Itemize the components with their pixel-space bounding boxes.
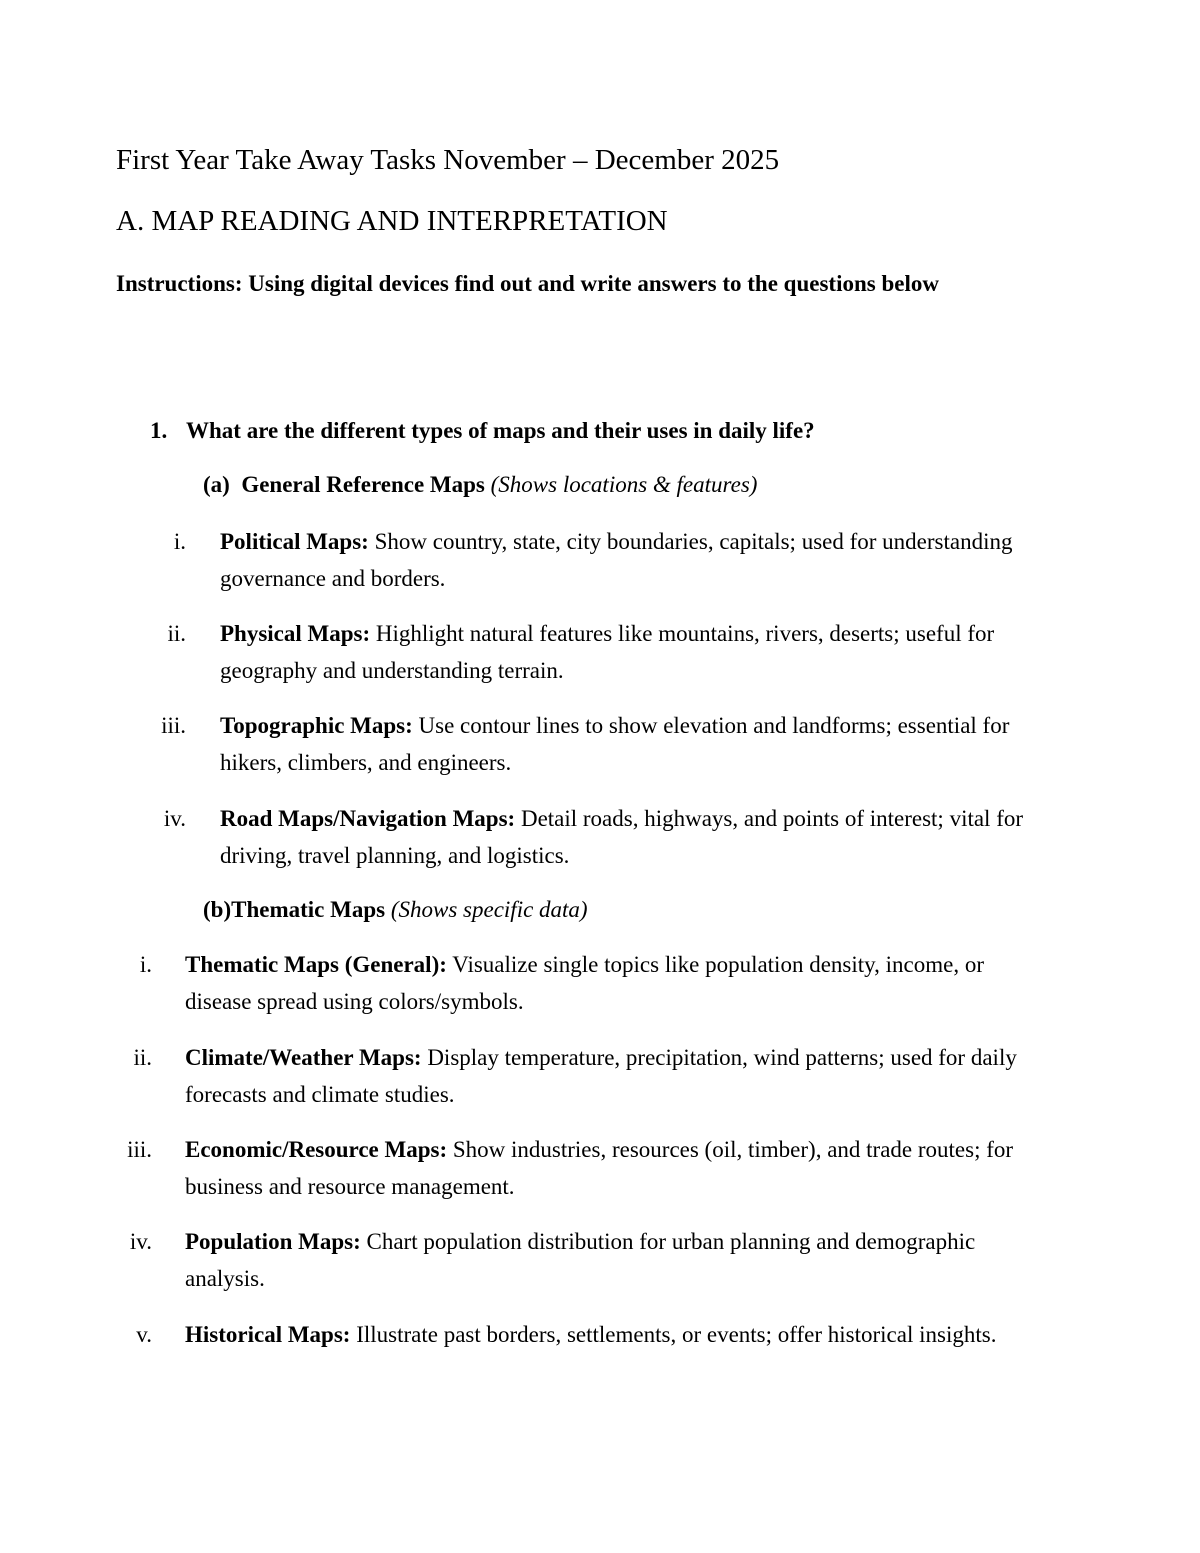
list-item-climate-weather [0, 1039, 1120, 1119]
list-item-physical-maps [0, 615, 1120, 695]
question-text: What are the different types of maps and their uses in daily life? [186, 418, 815, 443]
list-item-economic-resource [0, 1131, 1120, 1211]
list-item-term: Road Maps/Navigation Maps: [220, 806, 516, 831]
list-item-term: Climate/Weather Maps: [185, 1045, 422, 1070]
instructions: Instructions: Using digital devices find out and write answers to the questions below [116, 271, 939, 296]
document-title: First Year Take Away Tasks November – December 2025 [116, 144, 780, 176]
list-item-term: Thematic Maps (General): [185, 952, 447, 977]
list-numeral: iv. [163, 806, 186, 831]
list-numeral: i. [139, 952, 152, 977]
list-item-text: Display temperature, precipitation, wind patterns; used for daily forecasts and climate studies. [185, 1045, 1017, 1107]
list-item-body [220, 707, 1050, 781]
list-numeral: v. [136, 1322, 152, 1347]
subheading-thematic-maps [203, 893, 588, 927]
list-numeral: ii. [133, 1045, 152, 1070]
list-numeral: iv. [129, 1229, 152, 1254]
list-numeral: ii. [167, 621, 186, 646]
question-number: 1. [150, 418, 168, 443]
list-item-term: Political Maps: [220, 529, 369, 554]
list-item-population-maps [0, 1223, 1120, 1303]
list-item-text: Visualize single topics like population density, income, or disease spread using colors/symbols. [185, 952, 984, 1014]
subheading-general-reference-maps [203, 468, 757, 502]
list-item-text: Detail roads, highways, and points of interest; vital for driving, travel planning, and logistics. [220, 806, 1024, 868]
list-item-term: Economic/Resource Maps: [185, 1137, 448, 1162]
list-numeral: i. [173, 529, 186, 554]
list-item-text: Highlight natural features like mountains, rivers, deserts; useful for geography and understanding terrain. [220, 621, 995, 683]
list-item-thematic-general [0, 946, 1120, 1026]
subheading-letter: (a) [203, 472, 230, 497]
list-numeral: iii. [127, 1137, 152, 1162]
subheading-label: Thematic Maps [231, 897, 386, 922]
list-item-body [220, 800, 1100, 874]
list-item-text: Show industries, resources (oil, timber), and trade routes; for business and resource management. [185, 1137, 1014, 1199]
list-item-term: Historical Maps: [185, 1322, 351, 1347]
list-item-text: Show country, state, city boundaries, capitals; used for understanding governance and borders. [220, 529, 1013, 591]
list-item-historical-maps [0, 1316, 1120, 1396]
subheading-label: General Reference Maps [241, 472, 485, 497]
list-item-body [185, 1316, 1065, 1353]
list-item-term: Physical Maps: [220, 621, 371, 646]
list-item-term: Population Maps: [185, 1229, 361, 1254]
list-item-body [185, 946, 1045, 1020]
subheading-note: (Shows specific data) [390, 897, 588, 922]
list-item-term: Topographic Maps: [220, 713, 413, 738]
list-item-text: Illustrate past borders, settlements, or events; offer historical insights. [350, 1322, 997, 1347]
subheading-note: (Shows locations & features) [490, 472, 758, 497]
list-numeral: iii. [161, 713, 186, 738]
list-item-political-maps [0, 523, 1120, 603]
subheading-letter: (b) [203, 897, 232, 922]
list-item-topographic-maps [0, 707, 1120, 787]
list-item-body [220, 615, 1050, 689]
list-item-text: Chart population distribution for urban planning and demographic analysis. [185, 1229, 976, 1291]
question-1 [150, 414, 815, 448]
list-item-body [185, 1131, 1065, 1205]
list-item-body [185, 1039, 1095, 1113]
list-item-body [185, 1223, 1005, 1297]
list-item-road-maps [0, 800, 1120, 880]
section-title: A. MAP READING AND INTERPRETATION [116, 205, 668, 237]
list-item-text: Use contour lines to show elevation and landforms; essential for hikers, climbers, and engineers. [220, 713, 1010, 775]
list-item-body [220, 523, 1050, 597]
